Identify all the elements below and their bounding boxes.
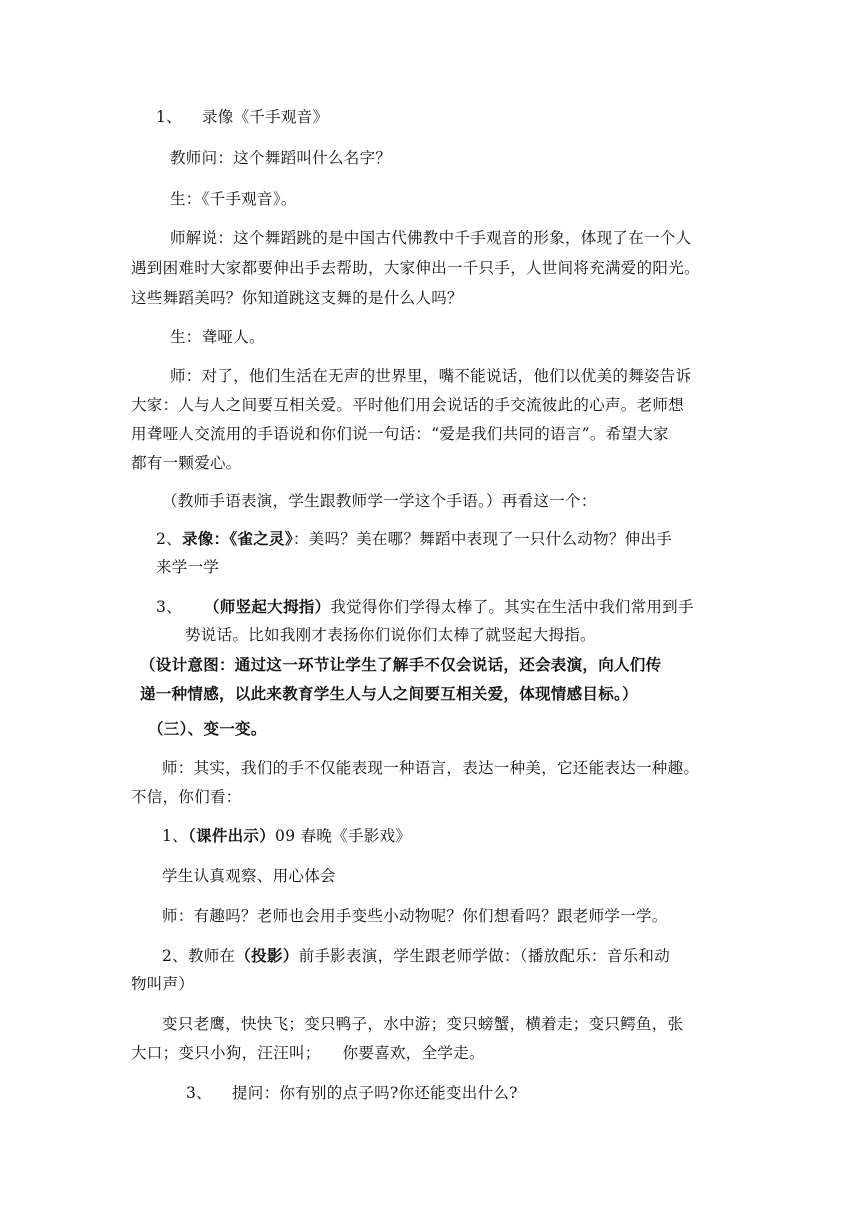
student-answer-1: 生：《千手观音》。 <box>170 190 297 208</box>
section-3-heading: （三）、变一变。 <box>148 719 267 738</box>
item-1-heading <box>156 107 328 127</box>
animals-line-2-part-1: 大口；变只小狗，汪汪叫； <box>131 1044 321 1062</box>
section-3-teacher-line-2: 不信，你们看： <box>131 788 242 806</box>
section-3-item-3-number: 3、 <box>186 1084 212 1102</box>
section-3-item-2-prefix: 2、教师在 <box>162 947 236 965</box>
item-1-number: 1、 <box>156 108 182 126</box>
section-3-item-3-text: 提问：你有别的点子吗?你还能变出什么? <box>231 1084 518 1102</box>
teacher-speech-line-2: 大家：人与人之间要互相关爱。平时他们用会说话的手交流彼此的心声。老师想 <box>131 396 685 414</box>
item-1-title: 录像《千手观音》 <box>201 108 329 126</box>
section-3-item-1-rest: 09 春晚《手影戏》 <box>275 827 412 845</box>
teacher-fun-question: 师：有趣吗？老师也会用手变些小动物呢？你们想看吗？跟老师学一学。 <box>162 907 668 925</box>
section-3-item-2-bold: （投影） <box>235 946 299 965</box>
sign-language-note: （教师手语表演，学生跟教师学一学这个手语。）再看这一个： <box>162 492 597 510</box>
section-3-teacher-line-1: 师：其实，我们的手不仅能表现一种语言，表达一种美，它还能表达一种趣。 <box>162 759 700 777</box>
item-2-rest: ：美吗？美在哪？舞蹈中表现了一只什么动物？伸出手 <box>292 530 673 548</box>
animals-line-1: 变只老鹰，快快飞；变只鸭子，水中游；变只螃蟹，横着走；变只鳄鱼，张 <box>162 1015 684 1033</box>
item-2-number: 2、 <box>156 530 182 548</box>
item-2-bold: 录像：《雀之灵》 <box>181 529 293 548</box>
section-3-item-3 <box>186 1083 518 1103</box>
item-2-line-2: 来学一学 <box>156 558 220 576</box>
section-3-item-2-line-2: 物叫声） <box>131 975 195 993</box>
design-intent-line-1: （设计意图：通过这一环节让学生了解手不仅会说话，还会表演，向人们传 <box>140 655 662 674</box>
design-intent-line-2: 递一种情感，以此来教育学生人与人之间要互相关爱，体现情感目标。） <box>140 684 638 703</box>
teacher-speech-line-3: 用聋哑人交流用的手语说和你们说一句话：“爱是我们共同的语言”。希望大家 <box>131 425 669 443</box>
item-3-line-2: 势说话。比如我刚才表扬你们说你们太棒了就竖起大拇指。 <box>185 626 596 644</box>
section-3-item-2-line-1 <box>162 946 670 966</box>
item-3-rest: 我觉得你们学得太棒了。其实在生活中我们常用到手 <box>330 598 694 616</box>
item-2-line-1 <box>156 529 672 549</box>
animals-line-2-part-2: 你要喜欢，全学走。 <box>342 1044 485 1062</box>
section-3-item-1 <box>162 826 411 846</box>
section-3-item-2-rest: 前手影表演，学生跟老师学做：（播放配乐：音乐和动 <box>298 947 671 965</box>
student-observe: 学生认真观察、用心体会 <box>162 867 336 885</box>
teacher-question: 教师问：这个舞蹈叫什么名字？ <box>170 149 392 167</box>
teacher-speech-line-1: 师：对了，他们生活在无声的世界里，嘴不能说话，他们以优美的舞姿告诉 <box>170 367 692 385</box>
teacher-explanation-line-3: 这些舞蹈美吗？你知道跳这支舞的是什么人吗？ <box>131 289 463 307</box>
item-3-line-1 <box>156 597 694 617</box>
item-3-bold: （师竖起大拇指） <box>203 597 331 616</box>
student-answer-2: 生：聋哑人。 <box>170 328 265 346</box>
animals-line-2 <box>131 1043 485 1063</box>
teacher-explanation-line-2: 遇到困难时大家都要伸出手去帮助，大家伸出一千只手，人世间将充满爱的阳光。 <box>131 259 700 277</box>
section-3-item-1-number: 1、 <box>162 827 188 845</box>
item-3-number: 3、 <box>156 598 182 616</box>
section-3-item-1-bold: （课件出示） <box>187 826 276 845</box>
teacher-explanation-line-1: 师解说：这个舞蹈跳的是中国古代佛教中千手观音的形象，体现了在一个人 <box>170 229 692 247</box>
teacher-speech-line-4: 都有一颗爱心。 <box>131 454 242 472</box>
